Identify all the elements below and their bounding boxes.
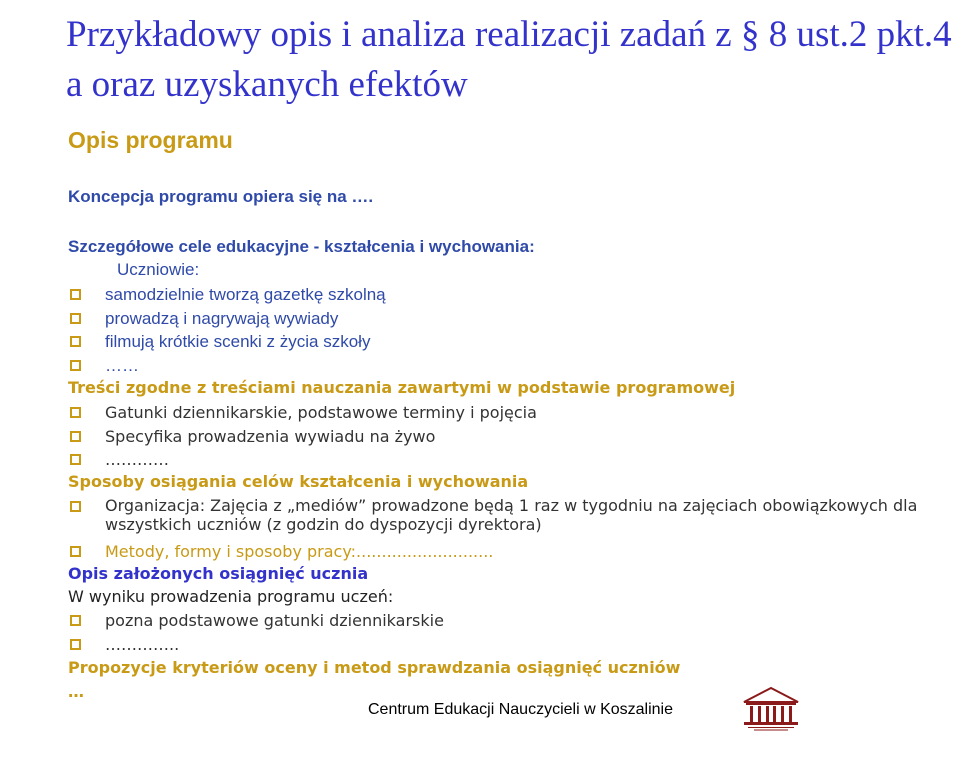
content-heading: Treści zgodne z treściami nauczania zawartymi w podstawie programowej	[68, 378, 736, 397]
list-item-text: Gatunki dziennikarskie, podstawowe terminy i pojęcia	[105, 403, 537, 422]
square-bullet-icon	[70, 546, 81, 557]
list-item-text: samodzielnie tworzą gazetkę szkolną	[105, 285, 386, 304]
outcomes-list	[68, 609, 444, 656]
square-bullet-icon	[70, 615, 81, 626]
square-bullet-icon	[70, 289, 81, 300]
footer-institution: Centrum Edukacji Nauczycieli w Koszalinie	[368, 701, 674, 718]
content-list	[68, 401, 537, 472]
list-item	[68, 330, 386, 354]
section-subtitle: Opis programu	[68, 127, 233, 153]
square-bullet-icon	[70, 431, 81, 442]
list-item-text: Organizacja: Zajęcia z „mediów” prowadzone będą 1 raz w tygodniu na zajęciach obowiązkowych dla wszystkich uczniów (z godzin do dyspozycji dyrektora)	[105, 496, 918, 534]
list-item-text: …………	[105, 450, 169, 469]
list-item-text: filmują krótkie scenki z życia szkoły	[105, 332, 371, 351]
list-item-text: prowadzą i nagrywają wywiady	[105, 308, 339, 328]
criteria-ellipsis: …	[68, 682, 84, 701]
list-item	[68, 354, 386, 378]
list-item	[68, 401, 537, 425]
methods-list	[68, 496, 938, 564]
square-bullet-icon	[70, 313, 81, 324]
square-bullet-icon	[70, 407, 81, 418]
list-item	[68, 540, 938, 564]
goals-list	[68, 283, 386, 377]
goals-subheading: Uczniowie:	[117, 260, 200, 279]
building-logo-icon	[740, 686, 802, 732]
list-item-text: …………..	[105, 634, 180, 654]
square-bullet-icon	[70, 360, 81, 371]
goals-heading: Szczegółowe cele edukacyjne - kształcenia i wychowania:	[68, 237, 535, 256]
list-item-text: pozna podstawowe gatunki dziennikarskie	[105, 611, 444, 630]
square-bullet-icon	[70, 501, 81, 512]
list-item	[68, 633, 444, 657]
list-item-text: Metody, formy i sposoby pracy:...........................	[105, 542, 494, 561]
methods-heading: Sposoby osiągania celów kształcenia i wychowania	[68, 472, 529, 491]
list-item	[68, 283, 386, 307]
list-item	[68, 609, 444, 633]
page-title: Przykładowy opis i analiza realizacji zadań z § 8 ust.2 pkt.4 a oraz uzyskanych efektów	[66, 14, 952, 105]
square-bullet-icon	[70, 639, 81, 650]
outcomes-heading: Opis założonych osiągnięć ucznia	[68, 564, 369, 583]
square-bullet-icon	[70, 454, 81, 465]
list-item	[68, 448, 537, 472]
criteria-heading: Propozycje kryteriów oceny i metod sprawdzania osiągnięć uczniów	[68, 658, 681, 677]
concept-line: Koncepcja programu opiera się na ….	[68, 187, 374, 206]
outcomes-intro: W wyniku prowadzenia programu uczeń:	[68, 587, 394, 606]
list-item	[68, 425, 537, 449]
list-item-text: Specyfika prowadzenia wywiadu na żywo	[105, 426, 436, 446]
list-item	[68, 307, 386, 331]
list-item	[68, 496, 938, 534]
square-bullet-icon	[70, 336, 81, 347]
list-item-text: ……	[105, 355, 139, 375]
